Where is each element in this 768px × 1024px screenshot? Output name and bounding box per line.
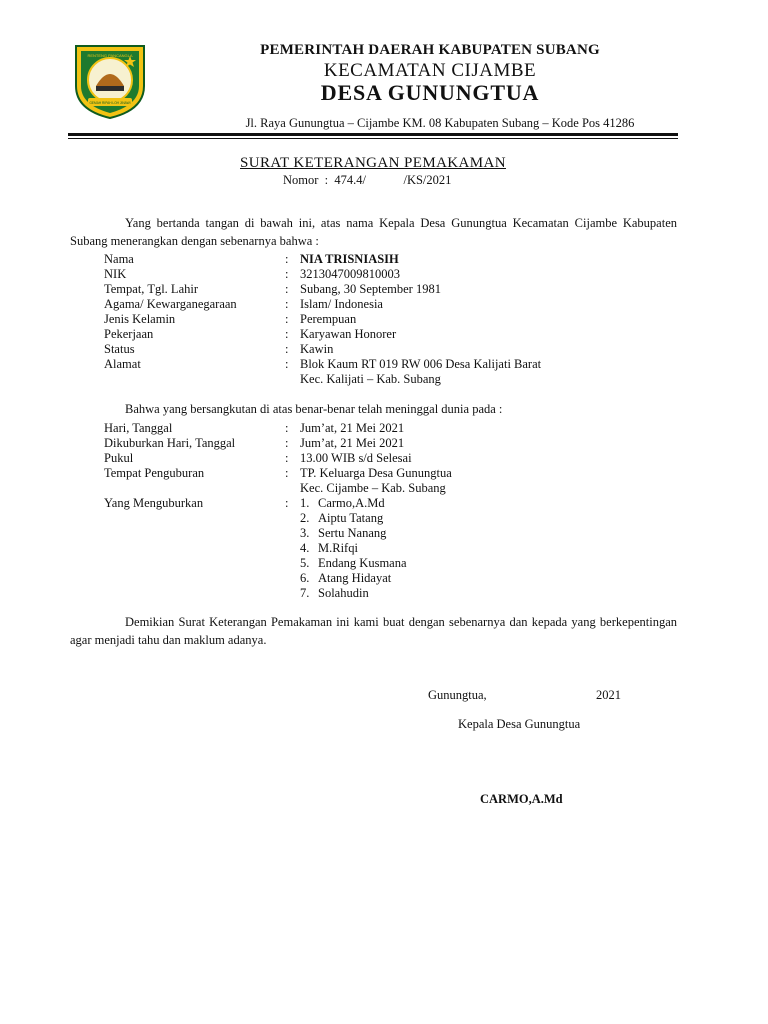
value-jenis-kelamin: Perempuan <box>300 312 357 326</box>
value-hari-tanggal: Jum’at, 21 Mei 2021 <box>300 421 405 435</box>
burier-number: 5. <box>300 556 310 570</box>
colon: : <box>285 421 289 435</box>
colon: : <box>285 466 289 480</box>
letterhead-divider-thin <box>68 138 678 139</box>
emblem-motto-top: RENTENG PANCANGLA <box>87 53 133 58</box>
burier-number: 1. <box>300 496 310 510</box>
burier-name: Atang Hidayat <box>318 571 392 585</box>
label-status: Status <box>104 342 135 356</box>
value-alamat-line2: Kec. Kalijati – Kab. Subang <box>300 372 441 386</box>
colon: : <box>285 267 289 281</box>
colon: : <box>285 451 289 465</box>
letterhead-address: Jl. Raya Gunungtua – Cijambe KM. 08 Kabupaten Subang – Kode Pos 41286 <box>245 116 635 130</box>
label-nik: NIK <box>104 267 127 281</box>
label-yang-menguburkan: Yang Menguburkan <box>104 496 204 510</box>
letterhead-district: KECAMATAN CIJAMBE <box>323 60 537 81</box>
label-dikuburkan: Dikuburkan Hari, Tanggal <box>104 436 236 450</box>
subang-regency-emblem-icon <box>70 40 150 120</box>
value-alamat-line1: Blok Kaum RT 019 RW 006 Desa Kalijati Barat <box>300 357 542 371</box>
label-nama: Nama <box>104 252 134 266</box>
value-status: Kawin <box>300 342 334 356</box>
value-tempat-line1: TP. Keluarga Desa Gunungtua <box>300 466 452 480</box>
intro-paragraph: Yang bertanda tangan di bawah ini, atas nama Kepala Desa Gunungtua Kecamatan Cijambe Kabupaten Subang menerangkan dengan sebenarnya bahwa : <box>70 216 677 248</box>
burier-name: Aiptu Tatang <box>318 511 384 525</box>
label-ttl: Tempat, Tgl. Lahir <box>104 282 199 296</box>
colon: : <box>285 282 289 296</box>
burier-number: 2. <box>300 511 310 525</box>
burier-number: 7. <box>300 586 310 600</box>
signature-position: Kepala Desa Gunungtua <box>458 717 581 731</box>
label-jenis-kelamin: Jenis Kelamin <box>104 312 176 326</box>
burier-name: Sertu Nanang <box>318 526 387 540</box>
colon: : <box>285 312 289 326</box>
value-dikuburkan: Jum’at, 21 Mei 2021 <box>300 436 405 450</box>
value-ttl: Subang, 30 September 1981 <box>300 282 441 296</box>
value-nik: 3213047009810003 <box>300 267 400 281</box>
burier-number: 6. <box>300 571 310 585</box>
colon: : <box>285 297 289 311</box>
signature-place: Gunungtua, <box>428 688 487 702</box>
colon: : <box>285 496 289 510</box>
label-tempat-penguburan: Tempat Penguburan <box>104 466 205 480</box>
document-title: SURAT KETERANGAN PEMAKAMAN <box>240 155 506 171</box>
value-agama: Islam/ Indonesia <box>300 297 383 311</box>
death-intro: Bahwa yang bersangkutan di atas benar-benar telah meninggal dunia pada : <box>125 402 503 416</box>
burier-name: Endang Kusmana <box>318 556 407 570</box>
signatory-name: CARMO,A.Md <box>480 792 563 806</box>
burier-number: 4. <box>300 541 310 555</box>
burier-name: Solahudin <box>318 586 369 600</box>
letterhead-divider-thick <box>68 133 678 136</box>
letterhead-village: DESA GUNUNGTUA <box>320 80 540 105</box>
document-number: Nomor : 474.4/ /KS/2021 <box>283 173 452 187</box>
burier-name: Carmo,A.Md <box>318 496 385 510</box>
colon: : <box>285 252 289 266</box>
burier-number: 3. <box>300 526 310 540</box>
colon: : <box>285 342 289 356</box>
signature-year: 2021 <box>596 688 621 702</box>
colon: : <box>285 357 289 371</box>
value-nama: NIA TRISNIASIH <box>300 252 399 266</box>
letterhead-government: PEMERINTAH DAERAH KABUPATEN SUBANG <box>260 42 600 58</box>
value-pukul: 13.00 WIB s/d Selesai <box>300 451 412 465</box>
label-pukul: Pukul <box>104 451 134 465</box>
burier-name: M.Rifqi <box>318 541 358 555</box>
colon: : <box>285 436 289 450</box>
label-agama: Agama/ Kewarganegaraan <box>104 297 237 311</box>
colon: : <box>285 327 289 341</box>
label-pekerjaan: Pekerjaan <box>104 327 154 341</box>
value-tempat-line2: Kec. Cijambe – Kab. Subang <box>300 481 446 495</box>
value-pekerjaan: Karyawan Honorer <box>300 327 397 341</box>
closing-paragraph: Demikian Surat Keterangan Pemakaman ini kami buat dengan sebenarnya dan kepada yang berkepentingan agar menjadi tahu dan maklum adanya. <box>70 615 677 647</box>
emblem-motto-bottom: GEMAH RIPAH LOH JINAWI <box>89 101 131 105</box>
label-alamat: Alamat <box>104 357 141 371</box>
label-hari-tanggal: Hari, Tanggal <box>104 421 173 435</box>
